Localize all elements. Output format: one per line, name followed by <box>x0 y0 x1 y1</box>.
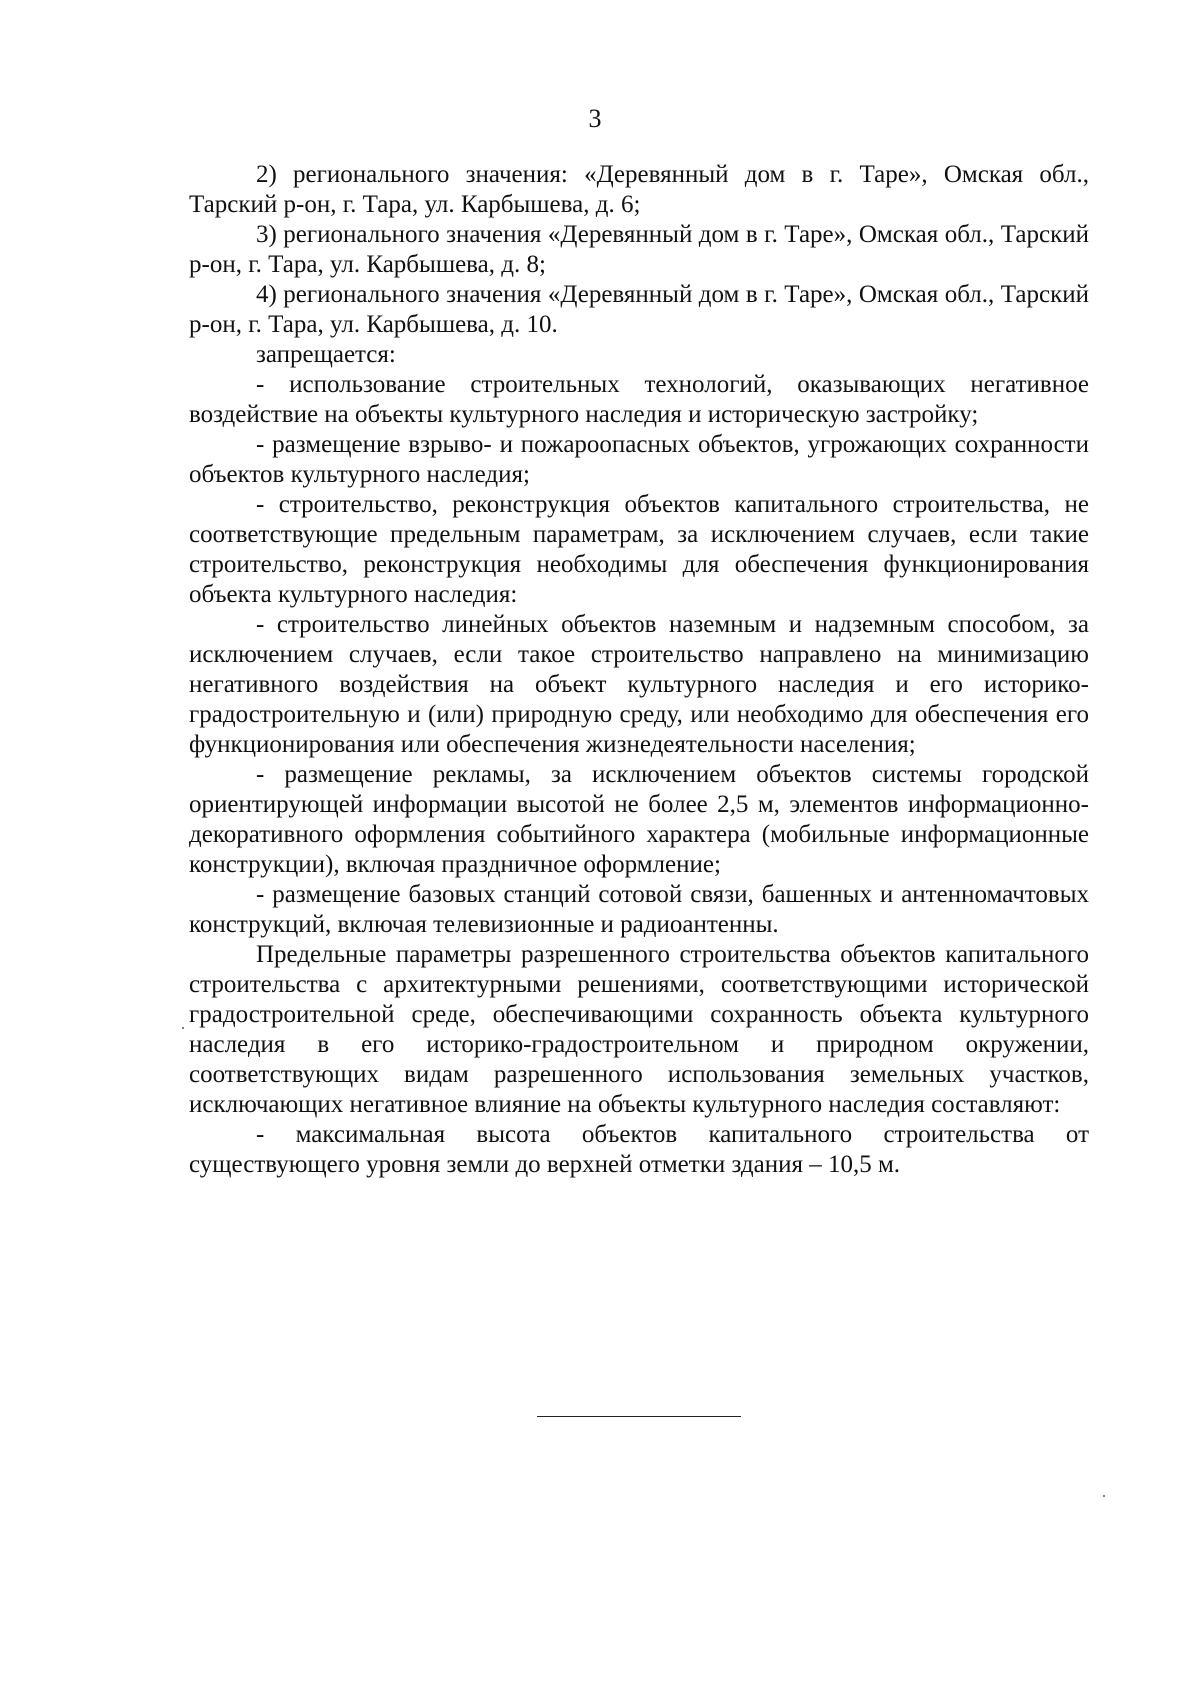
paragraph-item-3: 3) регионального значения «Деревянный дом в г. Таре», Омская обл., Тарский р-он, г. Тара, ул. Карбышева, д. 8; <box>189 221 1089 278</box>
paragraph-item-2: 2) регионального значения: «Деревянный дом в г. Таре», Омская обл., Тарский р-он, г. Тара, ул. Карбышева, д. 6; <box>189 161 1089 218</box>
document-body <box>189 160 1089 1180</box>
scan-speck <box>182 1027 184 1029</box>
prohibition-item: - строительство, реконструкция объектов капитального строительства, не соответствующие предельным параметрам, за исключением случаев, если такие строительство, реконструкция необходимы для обеспечения функционирования объекта культурного наследия: <box>189 491 1089 608</box>
prohibition-item: - строительство линейных объектов наземным и надземным способом, за исключением случаев, если такое строительство направлено на минимизацию негативного воздействия на объект культурного наследия и его историко-градостроительную и (или) природную среду, или необходимо для обеспечения его функционирования или обеспечения жизнедеятельности населения; <box>189 611 1089 758</box>
page-number: 3 <box>588 104 602 133</box>
prohibition-item: - размещение рекламы, за исключением объектов системы городской ориентирующей информации высотой не более 2,5 м, элементов информационно-декоративного оформления событийного характера (мобильные информационные конструкции), включая праздничное оформление; <box>189 761 1089 878</box>
limit-parameters-paragraph: Предельные параметры разрешенного строительства объектов капитального строительства с архитектурными решениями, соответствующими исторической градостроительной среде, обеспечивающими сохранность объекта культурного наследия в его историко-градостроительном и природном окружении, соответствующих видам разрешенного использования земельных участков, исключающих негативное влияние на объекты культурного наследия составляют: <box>189 941 1089 1118</box>
prohibited-heading: запрещается: <box>256 341 396 368</box>
prohibition-item: - использование строительных технологий, оказывающих негативное воздействие на объекты культурного наследия и историческую застройку; <box>189 371 1089 428</box>
prohibition-item: - размещение базовых станций сотовой связи, башенных и антенномачтовых конструкций, включая телевизионные и радиоантенны. <box>189 881 1089 938</box>
prohibition-item: - размещение взрыво- и пожароопасных объектов, угрожающих сохранности объектов культурного наследия; <box>189 431 1089 488</box>
end-of-text-rule <box>537 1416 741 1417</box>
scan-speck <box>1103 1495 1105 1497</box>
max-height-item: - максимальная высота объектов капитального строительства от существующего уровня земли до верхней отметки здания – 10,5 м. <box>189 1121 1089 1178</box>
paragraph-item-4: 4) регионального значения «Деревянный дом в г. Таре», Омская обл., Тарский р-он, г. Тара, ул. Карбышева, д. 10. <box>189 281 1089 338</box>
